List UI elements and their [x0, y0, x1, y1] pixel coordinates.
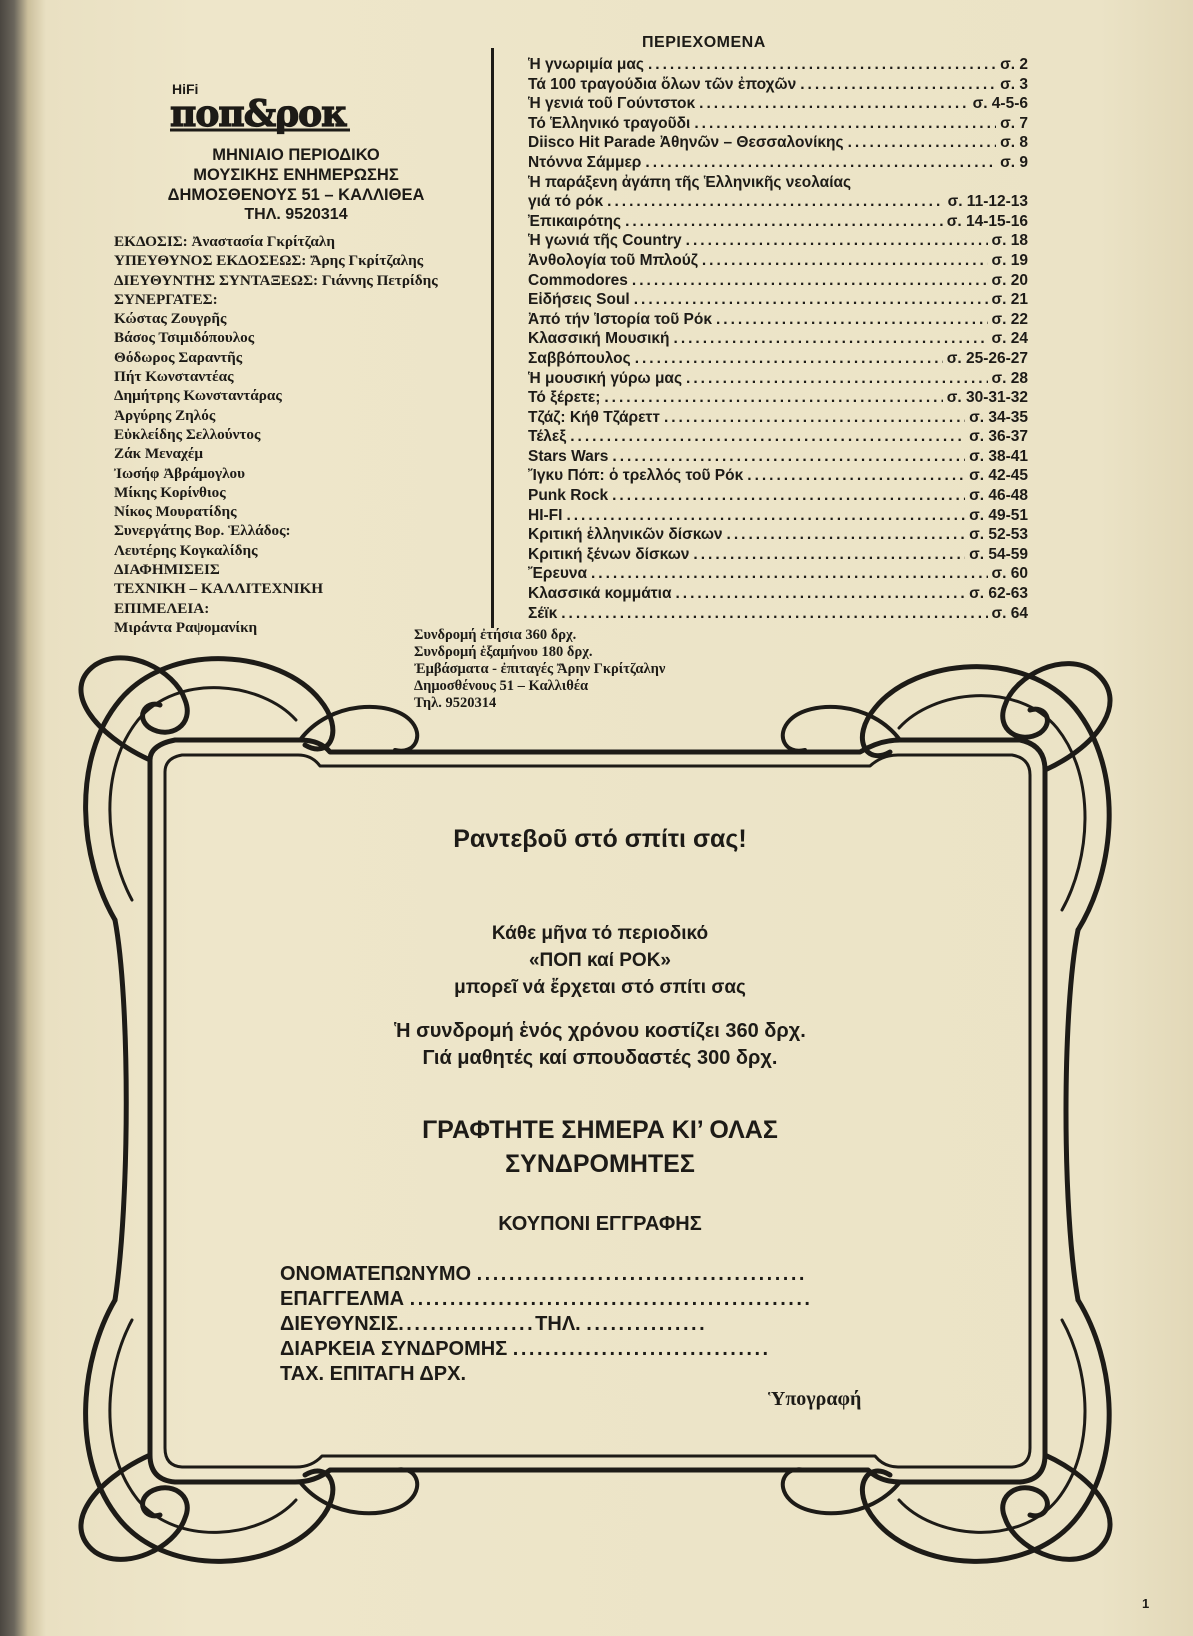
field-label: ΟΝΟΜΑΤΕΠΩΝΥΜΟ [280, 1263, 472, 1285]
contents-item-title: Τά 100 τραγούδια ὅλων τῶν ἐποχῶν [528, 75, 797, 93]
form-field-address[interactable] [280, 1312, 900, 1337]
contents-item-title: Κλασσική Μουσική [528, 330, 670, 348]
contents-item-title: Κριτική ξένων δίσκων [528, 545, 690, 563]
masthead-line: ΜΗΝΙΑΙΟ ΠΕΡΙΟΔΙΚΟ [212, 146, 380, 164]
contents-item-title: Ἡ γενιά τοῦ Γούντστοκ [528, 95, 696, 113]
contents-item-page: σ. 54-59 [969, 545, 1028, 563]
contents-item-page: σ. 9 [1000, 153, 1028, 171]
contents-item-title: Τζάζ: Κήθ Τζάρετт [528, 408, 660, 426]
staff-line: ΤΕΧΝΙΚΗ – ΚΑΛΛΙΤΕΧΝΙΚΗ [114, 580, 324, 598]
contents-item-page: σ. 60 [991, 565, 1028, 583]
contents-item-page: σ. 52-53 [969, 526, 1028, 544]
staff-line: Θόδωρος Σαραντῆς [114, 348, 243, 366]
contents-item-page: σ. 3 [1000, 75, 1028, 93]
contents-item-title: γιά τό ρόκ [528, 193, 604, 211]
fill-line[interactable]: ......................................... [476, 1263, 807, 1285]
masthead-tel: ΤΗΛ. 9520314 [244, 206, 348, 223]
contents-item-page: σ. 30-31-32 [946, 389, 1028, 407]
contents-item-title: Τό ξέρετε; [528, 389, 601, 407]
coupon-call-to-action [250, 1113, 950, 1181]
contents-item-title: Stars Wars [528, 447, 609, 465]
staff-line: ΔΙΕΥΘΥΝΤΗΣ ΣΥΝΤΑΞΕΩΣ: Γιάννης Πετρίδης [114, 271, 438, 289]
coupon-form-title: ΚΟΥΠΟΝΙ ΕΓΓΡΑΦΗΣ [498, 1213, 702, 1235]
contents-item-page: σ. 18 [991, 232, 1028, 250]
contents-item-page: σ. 8 [1000, 134, 1028, 152]
field-label: ΔΙΑΡΚΕΙΑ ΣΥΝΔΡΟΜΗΣ [280, 1338, 508, 1360]
subscription-info-line: Δημοσθένους 51 – Καλλιθέα [414, 678, 589, 694]
staff-line: Ἀργύρης Ζηλός [114, 406, 216, 424]
contents-item-title: Ἡ γωνιά τῆς Country [528, 232, 682, 250]
page-number: 1 [1142, 1596, 1150, 1611]
contents-item-page: σ. 28 [991, 369, 1028, 387]
staff-line: Νίκος Μουρατίδης [114, 503, 237, 521]
contents-item-title: Σέϊκ [528, 604, 558, 622]
coupon-headline: Ραντεβοῦ στό σπίτι σας! [453, 825, 747, 853]
field-label: ΤΗΛ. [535, 1313, 581, 1335]
contents-item-page: σ. 24 [991, 330, 1028, 348]
coupon-paragraph-line: Ἡ συνδρομή ἑνός χρόνου κοστίζει 360 δρχ. [394, 1020, 806, 1042]
contents-item-page: σ. 22 [991, 310, 1028, 328]
contents-item-page: σ. 21 [991, 291, 1028, 309]
contents-item-page: σ. 62-63 [969, 585, 1028, 603]
subscription-info-line: Συνδρομή ἐτήσια 360 δρχ. [414, 627, 577, 643]
contents-item-page: σ. 46-48 [969, 487, 1028, 505]
form-field-profession[interactable] [280, 1287, 900, 1312]
staff-line: ΣΥΝΕΡΓΑΤΕΣ: [114, 290, 218, 308]
contents-item-page: σ. 49-51 [969, 506, 1028, 524]
masthead-line: ΔΗΜΟΣΘΕΝΟΥΣ 51 – ΚΑΛΛΙΘΕΑ [167, 186, 425, 204]
contents-item-title: Punk Rock [528, 487, 609, 505]
contents-item-title: Εἰδήσεις Soul [528, 291, 630, 309]
staff-line: ΕΚΔΟΣΙΣ: Ἀναστασία Γκρίτζαλη [114, 233, 335, 250]
subscription-info-line: Συνδρομή ἑξαμήνου 180 δρχ. [414, 644, 593, 660]
contents-item-title: Ἔρευνα [528, 565, 587, 583]
staff-line: Συνεργάτης Βορ. Ἑλλάδος: [114, 522, 291, 540]
staff-line: ΥΠΕΥΘΥΝΟΣ ΕΚΔΟΣΕΩΣ: Ἄρης Γκρίτζαλης [114, 252, 424, 270]
staff-line: Εὐκλείδης Σελλούντος [114, 425, 261, 443]
staff-line: ΕΠΙΜΕΛΕΙΑ: [114, 599, 210, 617]
contents-item-page: σ. 42-45 [969, 467, 1028, 485]
coupon-paragraph-line: Γιά μαθητές καί σπουδαστές 300 δρχ. [422, 1047, 778, 1069]
coupon-paragraph-line: μπορεῖ νά ἔρχεται στό σπίτι σας [454, 977, 746, 998]
contents-item-title: Τέλεξ [528, 428, 567, 446]
cta-line: ΣΥΝΔΡΟΜΗΤΕΣ [505, 1150, 695, 1178]
staff-line: Ἰωσήφ Ἀβράμογλου [114, 464, 246, 482]
masthead-line: ΜΟΥΣΙΚΗΣ ΕΝΗΜΕΡΩΣΗΣ [193, 166, 399, 184]
contents-item-title: Diisco Hit Parade Ἀθηνῶν – Θεσσαλονίκης [528, 134, 844, 152]
form-field-money-order[interactable] [280, 1362, 900, 1387]
contents-item-page: σ. 14-15-16 [946, 212, 1028, 230]
staff-line: Λευτέρης Κογκαλίδης [114, 541, 258, 559]
fill-line[interactable]: ............... [586, 1313, 708, 1335]
contents-item-page: σ. 36-37 [969, 428, 1028, 446]
contents-item-page: σ. 34-35 [969, 408, 1028, 426]
contents-item-title: Ἀπό τήν Ἱστορία τοῦ Ρόκ [528, 310, 712, 328]
contents-item-title: Ἀνθολογία τοῦ Μπλούζ [528, 251, 698, 269]
contents-item-page: σ. 64 [991, 604, 1028, 622]
contents-item-page: σ. 25-26-27 [946, 349, 1028, 367]
staff-line: Δημήτρης Κωνσταντάρας [114, 387, 282, 405]
contents-item-title: Κριτική ἑλληνικῶν δίσκων [528, 526, 723, 544]
contents-item-title: Ἡ γνωριμία μας [528, 56, 644, 73]
contents-item-page: σ. 7 [1000, 114, 1028, 132]
staff-line: Κώστας Ζουγρῆς [114, 310, 227, 328]
contents-title: ΠΕΡΙΕΧΟΜΕΝΑ [642, 34, 766, 51]
coupon-paragraph-line: «ΠΟΠ καί ΡΟΚ» [528, 950, 671, 971]
fill-line[interactable]: ................. [398, 1313, 536, 1335]
contents-item-title: Κλασσικά κομμάτια [528, 585, 672, 603]
logo-hifi: HiFi [172, 81, 199, 97]
contents-item-title: Τό Ἑλληνικό τραγοῦδι [528, 114, 691, 132]
form-field-name[interactable] [280, 1262, 900, 1287]
subscription-info-line: Ἐμβάσματα - ἐπιταγές Ἄρην Γκρίτζαλην [414, 661, 666, 677]
contents-item-page: σ. 38-41 [969, 447, 1028, 465]
contents-item-page: σ. 2 [1000, 56, 1028, 73]
coupon-price-paragraph [250, 1018, 950, 1072]
contents-item-title: Ἡ μουσική γύρω μας [528, 369, 683, 387]
registration-form [280, 1262, 900, 1387]
field-label: ΔΙΕΥΘΥΝΣΙΣ [280, 1313, 399, 1335]
form-field-duration[interactable] [280, 1337, 900, 1362]
fill-line[interactable]: ................................ [512, 1338, 771, 1360]
fill-line[interactable]: .................................................. [409, 1288, 813, 1310]
contents-item-title: Commodores [528, 271, 628, 289]
contents-item-title: Ντόννα Σάμμερ [528, 153, 642, 171]
contents-item-title: Ἐπικαιρότης [528, 212, 622, 230]
staff-line: ΔΙΑΦΗΜΙΣΕΙΣ [114, 561, 220, 579]
coupon-paragraph-line: Κάθε μῆνα τό περιοδικό [491, 923, 709, 944]
contents-item-title: HI-FI [528, 506, 563, 524]
contents-item-title: Ἡ παράξενη ἀγάπη τῆς Ἑλληνικῆς νεολαίας [528, 173, 852, 191]
field-label: ΤΑΧ. ΕΠΙΤΑΓΗ ΔΡΧ. [280, 1363, 467, 1385]
staff-line: Πήτ Κωνσταντέας [114, 368, 234, 386]
cta-line: ΓΡΑΦΤΗΤΕ ΣΗΜΕΡΑ ΚΙ’ ΟΛΑΣ [422, 1116, 778, 1144]
staff-line: Βάσος Τσιμιδόπουλος [114, 329, 255, 347]
staff-line: Ζάκ Μεναχέμ [114, 445, 204, 463]
contents-item-page: σ. 4-5-6 [972, 95, 1028, 113]
logo-wordmark: ποπ&ροκ [170, 93, 348, 135]
contents-item-page: σ. 11-12-13 [947, 193, 1028, 211]
staff-line: Μιράντα Ραψομανίκη [114, 618, 258, 636]
staff-line: Μίκης Κορίνθιος [114, 483, 226, 501]
subscription-info-line: Τηλ. 9520314 [414, 695, 497, 711]
contents-item-page: σ. 19 [991, 251, 1028, 269]
contents-item-title: Σαββόπουλος [528, 349, 631, 367]
coupon-paragraph [250, 920, 950, 1001]
contents-item-title: Ἴγκυ Πόπ: ὁ τρελλός τοῦ Ρόκ [528, 467, 744, 485]
field-label: ΕΠΑΓΓΕΛΜΑ [280, 1288, 405, 1310]
contents-item-page: σ. 20 [991, 271, 1028, 289]
signature-label: Ὑπογραφή [768, 1388, 862, 1410]
